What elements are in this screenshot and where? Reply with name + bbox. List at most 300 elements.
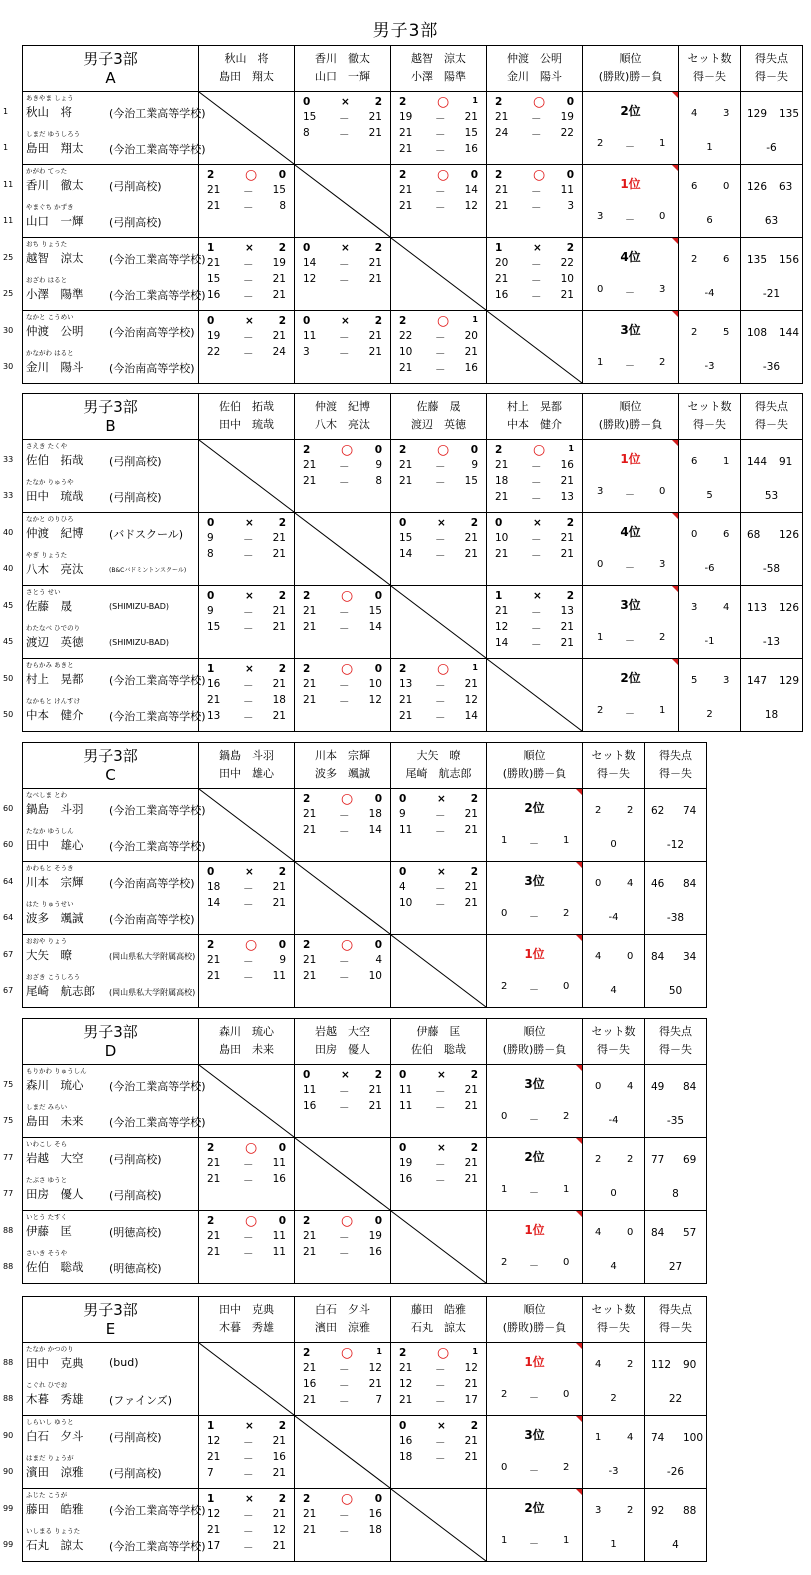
game-score-opp: 11 — [272, 1157, 286, 1169]
game-score-opp: 21 — [272, 330, 286, 342]
entry-number: 45 — [3, 601, 14, 610]
score-dash: － — [435, 364, 446, 376]
player-2-reading: おざき こうしろう — [26, 973, 81, 981]
player-2-name: 島田 未来 — [26, 1114, 84, 1128]
rank-cell — [583, 659, 679, 732]
points-against: 34 — [683, 951, 697, 963]
point-difference: -13 — [762, 636, 781, 648]
game-score — [205, 1173, 288, 1188]
sets-won: 2 — [303, 444, 311, 456]
wins: 1 — [501, 1184, 508, 1195]
sets-cell — [583, 1489, 645, 1562]
player-pair — [23, 789, 206, 862]
sets-lost: 0 — [470, 169, 478, 181]
game-score — [205, 1246, 288, 1261]
game-score-opp: 21 — [272, 710, 286, 722]
match-result — [205, 1215, 288, 1230]
player-1-name: 田中 克典 — [26, 1356, 84, 1370]
match-cell — [199, 659, 295, 732]
player-1-name: 仲渡 紀博 — [26, 526, 84, 540]
wl-dash: － — [625, 361, 635, 372]
score-dash: － — [531, 291, 542, 303]
entry-number: 33 — [3, 491, 14, 500]
game-score-own: 11 — [399, 824, 413, 836]
win-mark: ○ — [245, 937, 258, 953]
score-dash: － — [243, 972, 254, 984]
game-score-opp: 10 — [368, 678, 382, 690]
table-row — [23, 659, 803, 732]
game-score-own: 16 — [303, 1100, 317, 1112]
diagonal-line — [391, 1211, 486, 1283]
opponent-header — [199, 394, 295, 440]
sets-header — [583, 1019, 645, 1065]
game-score-opp: 21 — [464, 111, 478, 123]
opponent-name-2: 波多 颯誠 — [315, 767, 370, 780]
diagonal-line — [199, 440, 294, 512]
match-result — [205, 1142, 288, 1157]
game-score-opp: 16 — [368, 1246, 382, 1258]
player-pair — [23, 92, 206, 165]
game-score — [493, 605, 576, 620]
wl-dash: － — [529, 1261, 539, 1272]
player-pair — [23, 165, 199, 238]
player-2-club: (弓削高校) — [109, 1467, 162, 1480]
game-score-own: 21 — [399, 710, 413, 722]
game-score — [397, 1435, 480, 1450]
sets-won: 2 — [495, 444, 503, 456]
losses: 2 — [563, 1462, 570, 1473]
sets-won: 2 — [399, 444, 407, 456]
sets-lost: 2 — [470, 517, 478, 529]
match-cell — [391, 92, 487, 165]
opponent-name-2: 金川 陽斗 — [507, 70, 562, 83]
points-against: 144 — [779, 327, 800, 339]
player-1-club: (今治工業高等学校) — [109, 253, 206, 266]
player-1-club: (岡山県私大学附属高校) — [109, 952, 196, 961]
score-dash: － — [243, 534, 254, 546]
division-name: 男子3部 — [83, 398, 138, 416]
points-header-sub: 得－失 — [659, 767, 692, 780]
score-dash: － — [243, 1248, 254, 1260]
points-header — [741, 46, 803, 92]
win-mark: ○ — [437, 313, 450, 329]
rank-header — [487, 1019, 583, 1065]
match-cell — [199, 1138, 295, 1211]
entry-number: 77 — [3, 1189, 14, 1198]
player-2-name: 田中 雄心 — [26, 838, 84, 852]
game-score-own: 15 — [303, 111, 317, 123]
game-score — [205, 1157, 288, 1172]
game-score-opp: 21 — [464, 1173, 478, 1185]
game-score-opp: 12 — [272, 1524, 286, 1536]
game-score-own: 12 — [399, 1378, 413, 1390]
player-2-name: 尾崎 航志郎 — [26, 984, 95, 998]
opponent-header — [391, 743, 487, 789]
group-heading — [23, 1297, 199, 1343]
score-dash: － — [243, 1526, 254, 1538]
sets-won: 1 — [207, 1493, 215, 1505]
points-against: 90 — [683, 1359, 697, 1371]
points-against: 69 — [683, 1154, 697, 1166]
loss-mark: × — [341, 242, 350, 254]
win-mark: ○ — [341, 937, 354, 953]
rank-header-sub: (勝敗)勝－負 — [502, 1321, 567, 1334]
sets-won-total: 2 — [691, 327, 698, 338]
sets-lost: 2 — [278, 1420, 286, 1432]
points-header-title: 得失点 — [659, 1303, 692, 1316]
wins: 1 — [597, 632, 604, 643]
score-dash: － — [243, 899, 254, 911]
game-score — [301, 1508, 384, 1523]
self-match-cell — [391, 935, 487, 1008]
points-against: 57 — [683, 1227, 697, 1239]
game-score — [301, 1230, 384, 1245]
sets-won: 2 — [303, 663, 311, 675]
score-dash: － — [243, 1437, 254, 1449]
sets-lost: 1 — [376, 1347, 382, 1356]
game-score-own: 21 — [303, 475, 317, 487]
game-score-opp: 21 — [560, 532, 574, 544]
game-score-opp: 14 — [464, 710, 478, 722]
loss-mark: × — [437, 1142, 446, 1154]
player-2-reading: たなか りゅうや — [26, 478, 74, 486]
diagonal-line — [391, 238, 486, 310]
game-score-own: 21 — [303, 459, 317, 471]
self-match-cell — [295, 165, 391, 238]
sets-lost: 0 — [278, 1215, 286, 1227]
score-dash: － — [339, 1248, 350, 1260]
table-row — [23, 1489, 707, 1562]
game-score-own: 11 — [303, 1084, 317, 1096]
points-cell — [645, 1343, 707, 1416]
game-score-own: 21 — [207, 1451, 221, 1463]
rank-value: 4位 — [620, 525, 641, 539]
entry-number: 90 — [3, 1467, 14, 1476]
player-1-club: (明徳高校) — [109, 1226, 162, 1239]
sets-cell — [583, 1211, 645, 1284]
rank-value: 2位 — [524, 1501, 545, 1515]
match-cell — [487, 92, 583, 165]
game-score-opp: 21 — [368, 1100, 382, 1112]
game-score-opp: 14 — [368, 824, 382, 836]
match-result — [397, 1069, 480, 1084]
sets-won-total: 0 — [595, 1081, 602, 1092]
loss-mark: × — [341, 1069, 350, 1081]
game-score — [397, 111, 480, 126]
game-score-own: 21 — [399, 200, 413, 212]
sets-cell — [679, 165, 741, 238]
game-score-opp: 16 — [368, 1508, 382, 1520]
sets-lost-total: 0 — [627, 951, 634, 962]
game-score — [397, 346, 480, 361]
player-2-reading: しまだ ゆうしろう — [26, 130, 81, 138]
wl-dash: － — [625, 709, 635, 720]
score-dash: － — [339, 623, 350, 635]
self-match-cell — [295, 1138, 391, 1211]
self-match-cell — [295, 1416, 391, 1489]
sets-cell — [679, 659, 741, 732]
opponent-name-1: 大矢 暸 — [416, 749, 461, 762]
corner-marker — [672, 586, 678, 592]
points-for: 84 — [651, 1227, 665, 1239]
sets-won: 0 — [303, 315, 311, 327]
wins: 1 — [501, 1535, 508, 1546]
game-score-own: 15 — [207, 273, 221, 285]
game-score-own: 21 — [303, 1524, 317, 1536]
player-2-reading: やぎ りょうた — [26, 551, 68, 559]
game-score-own: 16 — [399, 1435, 413, 1447]
game-score-own: 21 — [399, 1362, 413, 1374]
opponent-name-1: 岩越 大空 — [315, 1025, 370, 1038]
self-match-cell — [391, 1211, 487, 1284]
game-score — [205, 881, 288, 896]
game-score-own: 21 — [495, 548, 509, 560]
game-score-own: 16 — [495, 289, 509, 301]
game-score-own: 21 — [207, 200, 221, 212]
opponent-name-1: 森川 琉心 — [219, 1025, 274, 1038]
sets-cell — [583, 1065, 645, 1138]
sets-lost-total: 1 — [723, 456, 730, 467]
game-score-own: 18 — [207, 881, 221, 893]
score-dash: － — [339, 259, 350, 271]
game-score-own: 21 — [399, 459, 413, 471]
wins: 2 — [597, 138, 604, 149]
score-dash: － — [243, 550, 254, 562]
match-result — [205, 939, 288, 954]
game-score-own: 16 — [303, 1378, 317, 1390]
set-difference: 0 — [610, 839, 617, 850]
game-score-own: 21 — [399, 475, 413, 487]
score-dash: － — [339, 1232, 350, 1244]
wins: 2 — [501, 1257, 508, 1268]
opponent-name-2: 八木 亮汰 — [315, 418, 370, 431]
win-mark: ○ — [437, 94, 450, 110]
match-cell — [199, 513, 295, 586]
self-match-cell — [391, 238, 487, 311]
win-mark: ○ — [341, 442, 354, 458]
score-dash: － — [243, 291, 254, 303]
game-score-opp: 21 — [272, 897, 286, 909]
point-difference: 53 — [764, 490, 779, 502]
game-score — [397, 1362, 480, 1377]
header-row — [23, 743, 707, 789]
match-cell — [391, 165, 487, 238]
points-header-sub: 得－失 — [755, 70, 788, 83]
match-result — [397, 1347, 480, 1362]
score-dash: － — [243, 275, 254, 287]
game-score — [205, 897, 288, 912]
opponent-header — [391, 46, 487, 92]
game-score-opp: 21 — [368, 273, 382, 285]
match-cell — [295, 311, 391, 384]
score-dash: － — [531, 607, 542, 619]
player-2-reading: さいき そうや — [26, 1249, 68, 1257]
sets-won-total: 2 — [595, 805, 602, 816]
score-dash: － — [435, 883, 446, 895]
losses: 0 — [563, 1257, 570, 1268]
game-score — [397, 678, 480, 693]
game-score — [301, 808, 384, 823]
game-score — [397, 710, 480, 725]
win-mark: ○ — [245, 167, 258, 183]
set-difference: -4 — [704, 288, 715, 299]
game-score-opp: 12 — [464, 200, 478, 212]
loss-mark: × — [245, 866, 254, 878]
sets-cell — [583, 789, 645, 862]
game-score — [205, 678, 288, 693]
game-score-opp: 17 — [464, 1394, 478, 1406]
corner-marker — [672, 165, 678, 171]
sets-lost-total: 2 — [627, 1154, 634, 1165]
opponent-name-2: 山口 一輝 — [315, 70, 370, 83]
game-score-opp: 19 — [272, 257, 286, 269]
sets-header-title: セット数 — [687, 52, 732, 65]
match-cell — [391, 440, 487, 513]
game-score-opp: 21 — [464, 548, 478, 560]
wins: 0 — [597, 284, 604, 295]
player-pair — [23, 1065, 206, 1138]
points-against: 126 — [779, 602, 800, 614]
wl-dash: － — [529, 1539, 539, 1550]
game-score-opp: 9 — [279, 954, 286, 966]
sets-won: 0 — [303, 242, 311, 254]
sets-header-title: セット数 — [591, 749, 636, 762]
win-mark: ○ — [245, 1213, 258, 1229]
wl-dash: － — [529, 985, 539, 996]
sets-lost: 2 — [566, 242, 574, 254]
self-match-cell — [295, 513, 391, 586]
score-dash: － — [435, 348, 446, 360]
point-difference: -35 — [666, 1115, 685, 1127]
sets-won: 0 — [207, 517, 215, 529]
sets-won: 2 — [399, 169, 407, 181]
entry-number: 30 — [3, 326, 14, 335]
points-against: 84 — [683, 1081, 697, 1093]
sets-lost-total: 2 — [627, 805, 634, 816]
loss-mark: × — [245, 1420, 254, 1432]
player-1-name: 川本 宗輝 — [26, 875, 84, 889]
score-dash: － — [339, 1102, 350, 1114]
rank-header-title: 順位 — [619, 400, 642, 413]
sets-won: 2 — [399, 663, 407, 675]
set-difference: -3 — [704, 361, 715, 372]
game-score-opp: 18 — [368, 1524, 382, 1536]
set-difference: 2 — [610, 1393, 617, 1404]
match-cell — [295, 1211, 391, 1284]
player-pair — [23, 513, 199, 586]
entry-number: 1 — [3, 143, 9, 152]
wins: 0 — [597, 559, 604, 570]
game-score-own: 21 — [495, 111, 509, 123]
match-result — [301, 1493, 384, 1508]
sets-header-title: セット数 — [687, 400, 732, 413]
game-score-opp: 7 — [375, 1394, 382, 1406]
points-header — [645, 743, 707, 789]
player-2-reading: たなか ゆうしん — [26, 827, 74, 835]
score-dash: － — [531, 259, 542, 271]
wl-dash: － — [625, 636, 635, 647]
player-1-name: 伊藤 匡 — [26, 1224, 72, 1238]
sets-lost: 0 — [374, 590, 382, 602]
player-1-reading: さとう せい — [26, 588, 61, 596]
player-1-reading: ふじた こうが — [26, 1491, 68, 1499]
game-score-own: 16 — [207, 289, 221, 301]
opponent-name-1: 佐伯 拓哉 — [219, 400, 274, 413]
points-for: 49 — [651, 1081, 665, 1093]
sets-cell — [679, 440, 741, 513]
match-cell — [199, 1211, 295, 1284]
game-score-own: 21 — [303, 678, 317, 690]
division-name: 男子3部 — [83, 50, 138, 68]
game-score — [397, 824, 480, 839]
sets-lost: 2 — [278, 1493, 286, 1505]
match-cell — [295, 1489, 391, 1562]
sets-header-sub: 得－失 — [693, 70, 726, 83]
game-score — [205, 548, 288, 563]
player-1-name: 秋山 将 — [26, 105, 72, 119]
match-cell — [199, 165, 295, 238]
game-score-own: 22 — [399, 330, 413, 342]
opponent-name-1: 川本 宗輝 — [315, 749, 370, 762]
player-1-club: (今治工業高等学校) — [109, 1080, 206, 1093]
wins: 2 — [501, 1389, 508, 1400]
game-score — [205, 1467, 288, 1482]
entry-number: 40 — [3, 564, 14, 573]
player-2-reading: やまぐち かずき — [26, 203, 74, 211]
game-score — [301, 824, 384, 839]
game-score — [397, 1157, 480, 1172]
game-score — [397, 1451, 480, 1466]
player-1-name: 越智 涼太 — [26, 251, 84, 265]
point-difference: -21 — [762, 288, 781, 300]
player-1-club: (今治南高等学校) — [109, 877, 195, 890]
points-cell — [645, 789, 707, 862]
game-score-own: 21 — [303, 1230, 317, 1242]
game-score-opp: 9 — [471, 459, 478, 471]
sets-won: 1 — [207, 1420, 215, 1432]
entry-number: 75 — [3, 1080, 14, 1089]
match-cell — [295, 92, 391, 165]
group-letter: C — [105, 766, 116, 784]
match-result — [493, 517, 576, 532]
game-score — [493, 127, 576, 142]
win-mark: ○ — [437, 442, 450, 458]
player-pair — [23, 862, 199, 935]
game-score — [397, 475, 480, 490]
game-score — [301, 346, 384, 361]
game-score-opp: 22 — [560, 127, 574, 139]
match-cell — [199, 862, 295, 935]
points-header-title: 得失点 — [659, 1025, 692, 1038]
sets-lost: 0 — [374, 793, 382, 805]
sets-header-sub: 得－失 — [597, 1043, 630, 1056]
match-result — [397, 96, 480, 111]
rank-cell — [583, 311, 679, 384]
points-for: 135 — [747, 254, 768, 266]
game-score-own: 14 — [495, 637, 509, 649]
game-score-opp: 21 — [560, 637, 574, 649]
game-score-opp: 16 — [272, 1173, 286, 1185]
match-cell — [199, 935, 295, 1008]
entry-number: 45 — [3, 637, 14, 646]
player-1-name: 香川 徹太 — [26, 178, 84, 192]
entry-number: 88 — [3, 1358, 14, 1367]
group-table-a — [22, 45, 803, 384]
match-result — [493, 590, 576, 605]
sets-lost: 0 — [566, 96, 574, 108]
opponent-name-2: 中本 健介 — [507, 418, 562, 431]
score-dash: － — [243, 712, 254, 724]
